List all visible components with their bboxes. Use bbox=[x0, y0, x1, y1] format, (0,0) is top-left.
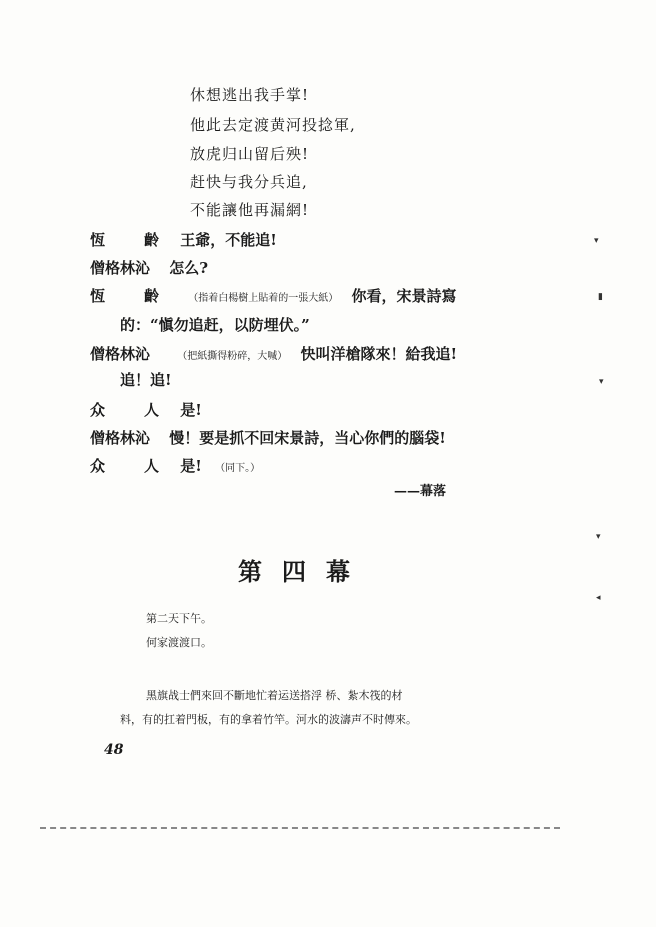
speaker-name: 众 人 bbox=[90, 457, 172, 475]
scan-speck: ◂ bbox=[596, 593, 601, 603]
scan-edge-rule bbox=[40, 827, 560, 829]
verse-line: 放虎归山留后殃! bbox=[190, 145, 310, 163]
stage-direction: （同下。） bbox=[215, 463, 261, 474]
verse-line: 休想逃出我手掌! bbox=[190, 86, 310, 104]
dialogue-text: 怎么? bbox=[169, 259, 209, 277]
verse-line: 他此去定渡黄河投捻軍, bbox=[190, 116, 356, 134]
dialogue-line bbox=[90, 343, 457, 364]
speaker-name: 僧格林沁 bbox=[90, 429, 151, 447]
stage-direction: （把紙撕得粉碎，大喊） bbox=[177, 351, 288, 362]
speaker-name: 众 人 bbox=[90, 401, 172, 419]
dialogue-continuation: 追！追! bbox=[120, 371, 172, 389]
page-number: 48 bbox=[104, 742, 124, 758]
dialogue-text: 你看，宋景詩寫 bbox=[351, 287, 457, 305]
speaker-name: 僧格林沁 bbox=[90, 345, 151, 363]
dialogue-continuation: 的：“愼勿追赶，以防埋伏。” bbox=[120, 316, 310, 334]
dialogue-line bbox=[90, 455, 268, 476]
speaker-name: 僧格林沁 bbox=[90, 259, 151, 277]
setting-line: 第二天下午。 bbox=[146, 612, 212, 625]
act-title: 第四幕 bbox=[238, 557, 370, 586]
speaker-name: 恆 齡 bbox=[90, 287, 172, 305]
dialogue-line bbox=[90, 399, 202, 420]
setting-line: 何家渡渡口。 bbox=[146, 636, 212, 649]
dialogue-text: 是! bbox=[180, 457, 202, 475]
dialogue-line bbox=[90, 229, 277, 250]
verse-line: 赶快与我分兵追, bbox=[190, 173, 308, 191]
stage-direction: （指着白楊樹上貼着的一張大紙） bbox=[188, 293, 339, 304]
dialogue-line bbox=[90, 427, 446, 448]
dialogue-text: 快叫洋槍隊來！給我追! bbox=[300, 345, 458, 363]
dialogue-line bbox=[90, 257, 208, 278]
scan-speck: ▾ bbox=[596, 532, 601, 542]
dialogue-text: 慢！要是抓不回宋景詩，当心你們的腦袋! bbox=[169, 429, 446, 447]
stage-description-line: 黑旗战士們來回不斷地忙着运送搭浮 桥、紮木筏的材 bbox=[146, 689, 403, 702]
scan-speck: ▾ bbox=[594, 236, 599, 246]
curtain-marker: ——幕落 bbox=[394, 484, 447, 499]
speaker-name: 恆 齡 bbox=[90, 231, 172, 249]
verse-line: 不能讓他再漏網! bbox=[190, 201, 310, 219]
dialogue-text: 王爺，不能追! bbox=[180, 231, 277, 249]
dialogue-line bbox=[90, 285, 457, 306]
stage-description-line: 料，有的扛着門板，有的拿着竹竿。河水的波濤声不时傳來。 bbox=[120, 713, 417, 726]
scan-speck: ▾ bbox=[599, 377, 604, 387]
dialogue-text: 是! bbox=[180, 401, 202, 419]
scan-speck: ▮ bbox=[598, 292, 603, 302]
